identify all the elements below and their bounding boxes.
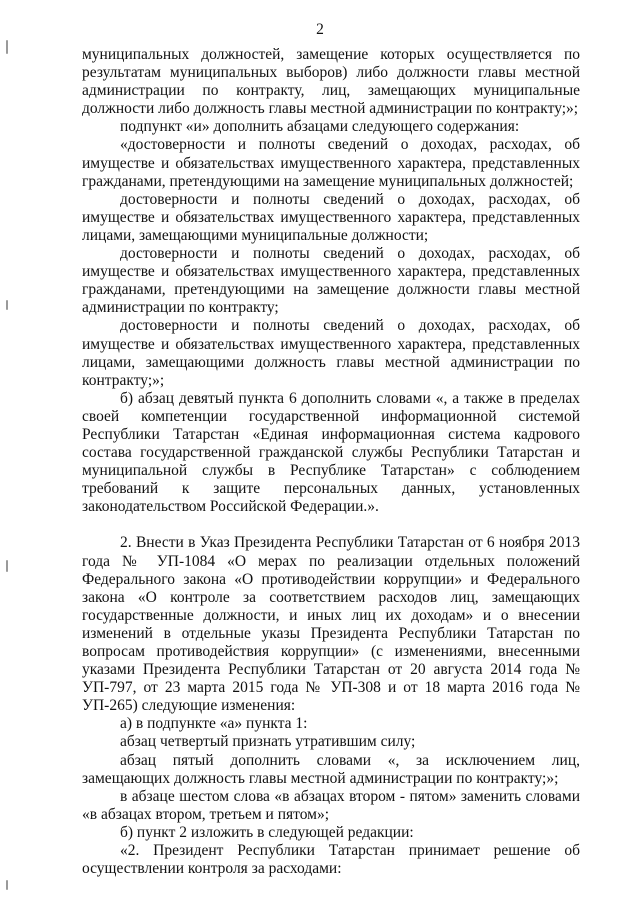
- paragraph: «2. Президент Республики Татарстан принимает решение об осуществлении контроля за расходами:: [82, 842, 580, 878]
- paragraph: подпункт «и» дополнить абзацами следующего содержания:: [120, 118, 520, 136]
- paragraph: абзац четвертый признать утратившим силу;: [120, 733, 416, 751]
- paragraph: муниципальных должностей, замещение которых осуществляется по результатам муниципальных выборов) либо должности главы местной администрации по контракту, лиц, замещающих муниципальные должности либо должность главы местной администрации по контракту;»;: [82, 46, 580, 118]
- paragraph: «достоверности и полноты сведений о доходах, расходах, об имуществе и обязательствах имущественного характера, представленных гражданами, претендующими на замещение муниципальных должностей;: [82, 136, 580, 190]
- paragraph: абзац пятый дополнить словами «, за исключением лиц, замещающих должность главы местной администрации по контракту;»;: [82, 751, 580, 787]
- paragraph: достоверности и полноты сведений о доходах, расходах, об имуществе и обязательствах имущественного характера, представленных лицами, замещающими муниципальные должности;: [82, 190, 580, 244]
- paragraph: в абзаце шестом слова «в абзацах втором - пятом» заменить словами «в абзацах втором, третьем и пятом»;: [82, 787, 580, 823]
- page-number: 2: [316, 21, 324, 38]
- paragraph: 2. Внести в Указ Президента Республики Татарстан от 6 ноября 2013 года № УП-1084 «О мерах по реализации отдельных положений Федерального закона «О противодействии коррупции» и Федерального закона «О контроле за соответствием расходов лиц, замещающих государственные должности, и иных лиц их доходам» и о внесении изменений в отдельные указы Президента Республики Татарстан по вопросам противодействия коррупции» (с изменениями, внесенными указами Президента Республики Татарстан от 20 августа 2014 года № УП-797, от 23 марта 2015 года № УП-308 и от 18 марта 2016 года № УП-265) следующие изменения:: [82, 534, 580, 715]
- paragraph: достоверности и полноты сведений о доходах, расходах, об имуществе и обязательствах имущественного характера, представленных лицами, замещающими должность главы местной администрации по контракту;»;: [82, 317, 580, 389]
- paragraph: а) в подпункте «а» пункта 1:: [120, 715, 308, 733]
- paragraph: б) пункт 2 изложить в следующей редакции:: [120, 823, 414, 841]
- scan-edge-marks: [6, 0, 10, 905]
- paragraph: б) абзац девятый пункта 6 дополнить словами «, а также в пределах своей компетенции государственной информационной системой Республики Татарстан «Единая информационная система кадрового состава государственной гражданской службы Республики Татарстан и муниципальной службы в Республике Татарстан» с соблюдением требований к защите персональных данных, установленных законодательством Российской Федерации.».: [82, 389, 580, 516]
- document-body: [82, 46, 580, 878]
- paragraph: достоверности и полноты сведений о доходах, расходах, об имуществе и обязательствах имущественного характера, представленных гражданами, претендующими на замещение должности главы местной администрации по контракту;: [82, 245, 580, 317]
